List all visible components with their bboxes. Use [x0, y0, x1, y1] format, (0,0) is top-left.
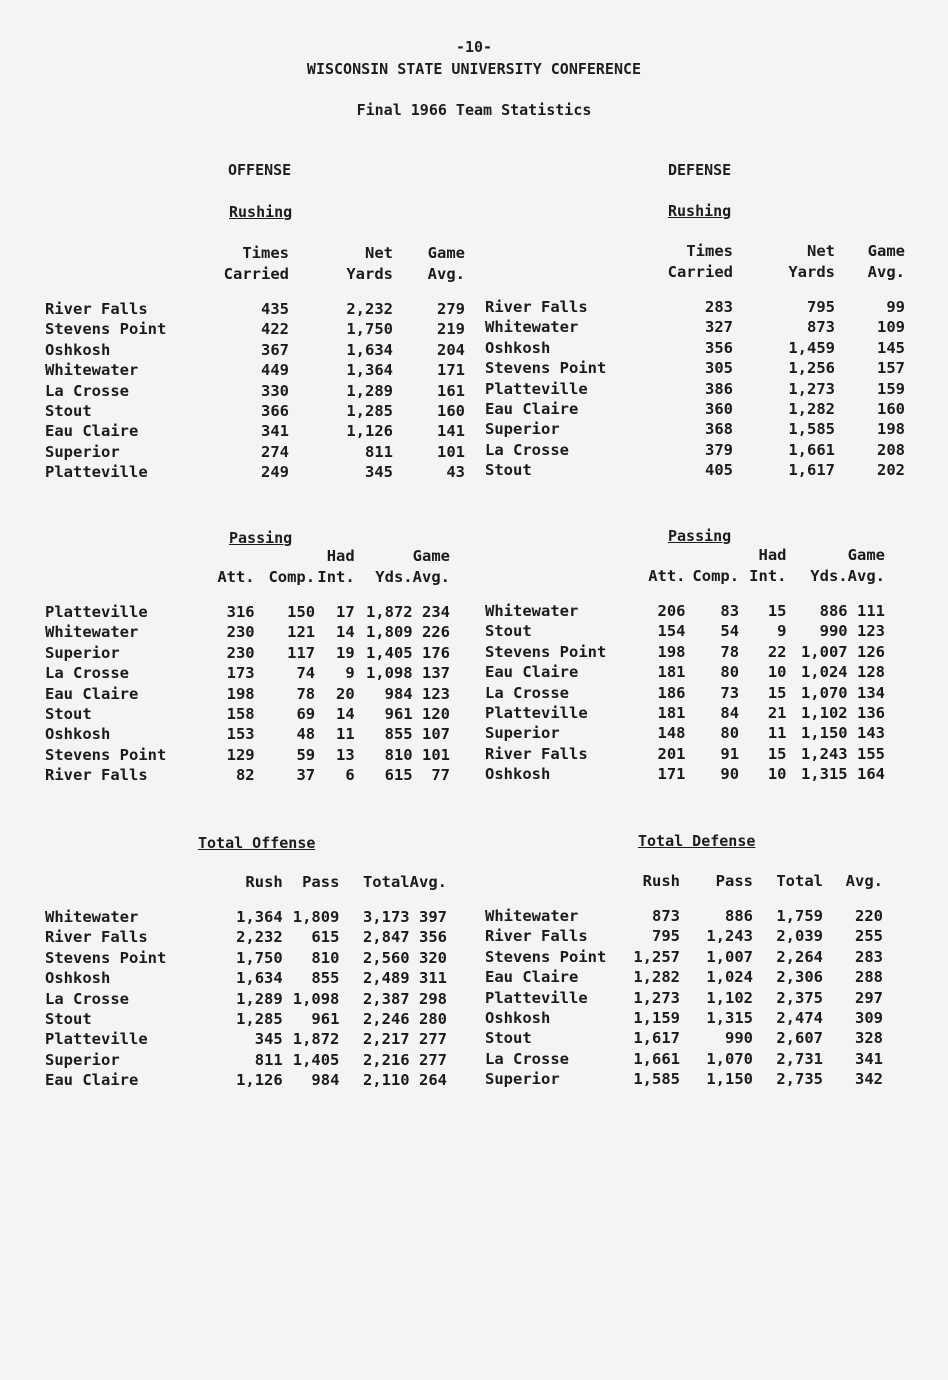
table-row: Stevens Point 1,257 1,007 2,264 283	[485, 947, 883, 966]
col-yds: Yds.	[375, 568, 413, 586]
col-rush: Rush	[642, 872, 680, 890]
table-row: La Crosse 186 73 15 1,070 134	[485, 683, 885, 702]
offense-rushing-table	[45, 243, 465, 483]
col-game: Game	[427, 244, 465, 262]
conference-title: WISCONSIN STATE UNIVERSITY CONFERENCE	[306, 60, 642, 78]
table-row: River Falls 795 1,243 2,039 255	[485, 927, 883, 946]
table-row: Superior 368 1,585 198	[485, 420, 905, 439]
table-row: Eau Claire 360 1,282 160	[485, 400, 905, 419]
offense-passing-header	[45, 546, 450, 602]
col-att: Att.	[648, 567, 686, 585]
total-offense-table	[45, 872, 447, 1091]
table-row: Platteville 316 150 17 1,872 234	[45, 603, 450, 621]
table-row: Stevens Point 129 59 13 810 101	[45, 745, 450, 764]
table-row: River Falls 82 37 6 615 77	[45, 766, 450, 785]
col-avg: Avg.	[847, 567, 885, 585]
col-times: Times	[242, 244, 289, 262]
total-defense-heading: Total Defense	[638, 832, 756, 850]
offense-passing-table	[45, 546, 450, 786]
page-number: -10-	[455, 38, 493, 56]
table-row: Whitewater 1,364 1,809 3,173 397	[45, 908, 447, 926]
table-row: Stout 154 54 9 990 123	[485, 622, 885, 641]
table-row: Whitewater 230 121 14 1,809 226	[45, 623, 450, 642]
table-row: Superior 230 117 19 1,405 176	[45, 643, 450, 662]
col-int: Int.	[317, 568, 355, 586]
table-row: Platteville 345 1,872 2,217 277	[45, 1030, 447, 1049]
table-row: La Crosse 173 74 9 1,098 137	[45, 664, 450, 683]
table-row: Stout 158 69 14 961 120	[45, 705, 450, 724]
col-times: Times	[686, 242, 733, 260]
col-comp: Comp.	[692, 567, 740, 585]
col-had: Had	[758, 546, 787, 564]
table-row: Stout 1,285 961 2,246 280	[45, 1010, 447, 1029]
table-row: Eau Claire 341 1,126 141	[45, 422, 465, 441]
col-pass: Pass	[302, 873, 340, 891]
table-row: Superior 274 811 101	[45, 442, 465, 461]
table-row: Eau Claire 181 80 10 1,024 128	[485, 663, 885, 682]
table-row: Platteville 1,273 1,102 2,375 297	[485, 988, 883, 1007]
defense-rushing-table	[485, 241, 905, 481]
table-row: Whitewater 449 1,364 171	[45, 361, 465, 380]
table-row: La Crosse 1,289 1,098 2,387 298	[45, 989, 447, 1008]
table-row: Oshkosh 1,634 855 2,489 311	[45, 969, 447, 988]
col-game: Game	[412, 547, 450, 565]
col-net: Net	[807, 242, 835, 260]
table-row: Stout 1,617 990 2,607 328	[485, 1029, 883, 1048]
total-defense-table	[485, 871, 883, 1090]
col-game: Game	[847, 546, 885, 564]
col-avg: Avg.	[867, 263, 905, 281]
table-row: River Falls 435 2,232 279	[45, 300, 465, 318]
col-int: Int.	[749, 567, 787, 585]
table-row: Stevens Point 198 78 22 1,007 126	[485, 642, 885, 661]
defense-heading: DEFENSE	[668, 161, 732, 179]
total-offense-header	[45, 872, 447, 907]
table-row: Superior 811 1,405 2,216 277	[45, 1050, 447, 1069]
col-comp: Comp.	[268, 568, 316, 586]
table-row: Oshkosh 356 1,459 145	[485, 338, 905, 357]
total-offense-heading: Total Offense	[198, 834, 316, 852]
table-row: Eau Claire 1,282 1,024 2,306 288	[485, 968, 883, 987]
table-row: Oshkosh 171 90 10 1,315 164	[485, 765, 885, 784]
table-row: La Crosse 330 1,289 161	[45, 381, 465, 400]
offense-rushing-heading: Rushing	[229, 203, 293, 221]
table-row: Whitewater 206 83 15 886 111	[485, 602, 885, 620]
table-row: Oshkosh 367 1,634 204	[45, 340, 465, 359]
table-row: Stout 405 1,617 202	[485, 461, 905, 480]
offense-rushing-header	[45, 243, 465, 299]
total-defense-header	[485, 871, 883, 906]
col-carried: Carried	[667, 263, 733, 281]
defense-passing-heading: Passing	[668, 527, 732, 545]
col-had: Had	[326, 547, 355, 565]
table-row: La Crosse 379 1,661 208	[485, 440, 905, 459]
defense-rushing-heading: Rushing	[668, 202, 732, 220]
table-row: Platteville 181 84 21 1,102 136	[485, 704, 885, 723]
table-row: Superior 1,585 1,150 2,735 342	[485, 1070, 883, 1089]
col-pass: Pass	[715, 872, 753, 890]
col-net: Net	[365, 244, 393, 262]
table-row: Superior 148 80 11 1,150 143	[485, 724, 885, 743]
table-row: Oshkosh 1,159 1,315 2,474 309	[485, 1009, 883, 1028]
report-subtitle: Final 1966 Team Statistics	[356, 101, 592, 119]
col-carried: Carried	[223, 265, 289, 283]
col-total: Total	[362, 873, 410, 891]
table-row: La Crosse 1,661 1,070 2,731 341	[485, 1049, 883, 1068]
table-row: River Falls 201 91 15 1,243 155	[485, 744, 885, 763]
col-yards: Yards	[788, 263, 835, 281]
table-row: Eau Claire 198 78 20 984 123	[45, 684, 450, 703]
col-avg: Avg.	[409, 873, 447, 891]
col-att: Att.	[217, 568, 255, 586]
defense-passing-header	[485, 545, 885, 601]
col-rush: Rush	[245, 873, 283, 891]
col-yards: Yards	[346, 265, 393, 283]
table-row: Stevens Point 305 1,256 157	[485, 359, 905, 378]
table-row: Platteville 249 345 43	[45, 463, 465, 482]
table-row: Whitewater 327 873 109	[485, 318, 905, 337]
col-total: Total	[776, 872, 823, 890]
offense-heading: OFFENSE	[228, 161, 292, 179]
col-yds: Yds.	[810, 567, 848, 585]
col-avg: Avg.	[427, 265, 465, 283]
col-avg: Avg.	[845, 872, 883, 890]
table-row: Stevens Point 422 1,750 219	[45, 320, 465, 339]
col-game: Game	[867, 242, 905, 260]
table-row: Platteville 386 1,273 159	[485, 379, 905, 398]
defense-passing-table	[485, 545, 885, 785]
table-row: Whitewater 873 886 1,759 220	[485, 907, 883, 925]
defense-rushing-header	[485, 241, 905, 297]
col-avg: Avg.	[412, 568, 450, 586]
table-row: Eau Claire 1,126 984 2,110 264	[45, 1071, 447, 1090]
table-row: Stevens Point 1,750 810 2,560 320	[45, 948, 447, 967]
offense-passing-heading: Passing	[229, 529, 293, 547]
table-row: Stout 366 1,285 160	[45, 402, 465, 421]
table-row: River Falls 283 795 99	[485, 298, 905, 316]
table-row: River Falls 2,232 615 2,847 356	[45, 928, 447, 947]
table-row: Oshkosh 153 48 11 855 107	[45, 725, 450, 744]
